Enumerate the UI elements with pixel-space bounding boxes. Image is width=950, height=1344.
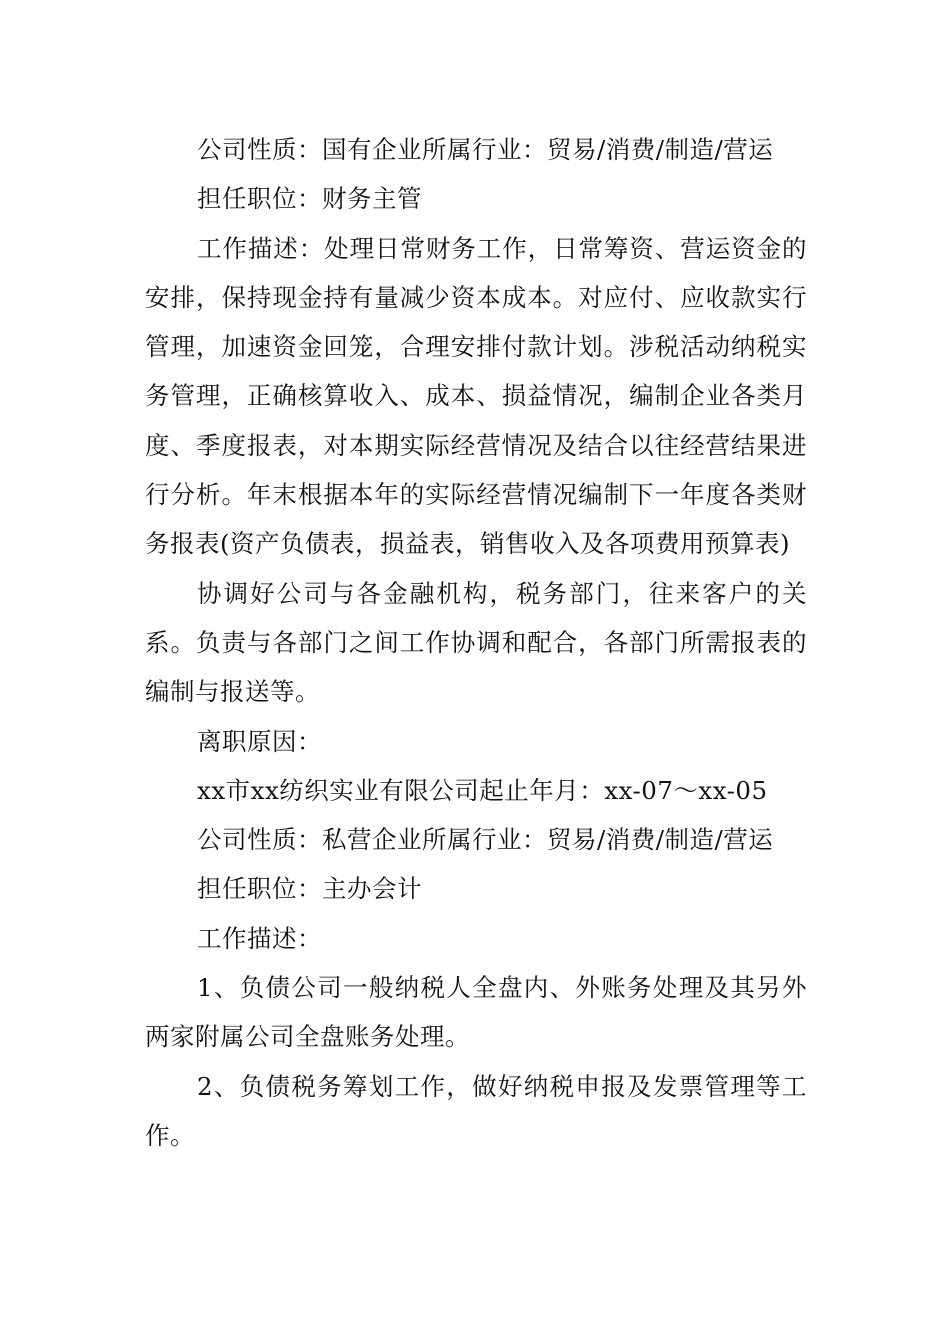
document-body [145, 125, 807, 1160]
company-nature-line: 公司性质：国有企业所属行业：贸易/消费/制造/营运 [197, 135, 774, 164]
position-line-2: 担任职位：主办会计 [197, 874, 422, 904]
leaving-reason-line: 离职原因： [197, 726, 322, 756]
position-line: 担任职位：财务主管 [197, 184, 422, 214]
job-description-heading: 工作描述： [197, 923, 322, 953]
coordination-paragraph: 协调好公司与各金融机构，税务部门，往来客户的关系。负责与各部门之间工作协调和配合，各部门所需报表的编制与报送等。 [145, 578, 807, 707]
duty-item-2: 2、负债税务筹划工作，做好纳税申报及发票管理等工作。 [145, 1071, 807, 1150]
duty-item-1: 1、负债公司一般纳税人全盘内、外账务处理及其另外两家附属公司全盘账务处理。 [145, 973, 807, 1052]
job-description-paragraph: 工作描述：处理日常财务工作，日常筹资、营运资金的安排，保持现金持有量减少资本成本。对应付、应收款实行管理，加速资金回笼，合理安排付款计划。涉税活动纳税实务管理，正确核算收入、成本、损益情况，编制企业各类月度、季度报表，对本期实际经营情况及结合以往经营结果进行分析。年末根据本年的实际经营情况编制下一年度各类财务报表(资产负债表，损益表，销售收入及各项费用预算表) [145, 233, 807, 559]
company-period-line: xx市xx纺织实业有限公司起止年月：xx-07～xx-05 [197, 775, 768, 805]
company-nature-line-2: 公司性质：私营企业所属行业：贸易/消费/制造/营运 [197, 825, 774, 855]
